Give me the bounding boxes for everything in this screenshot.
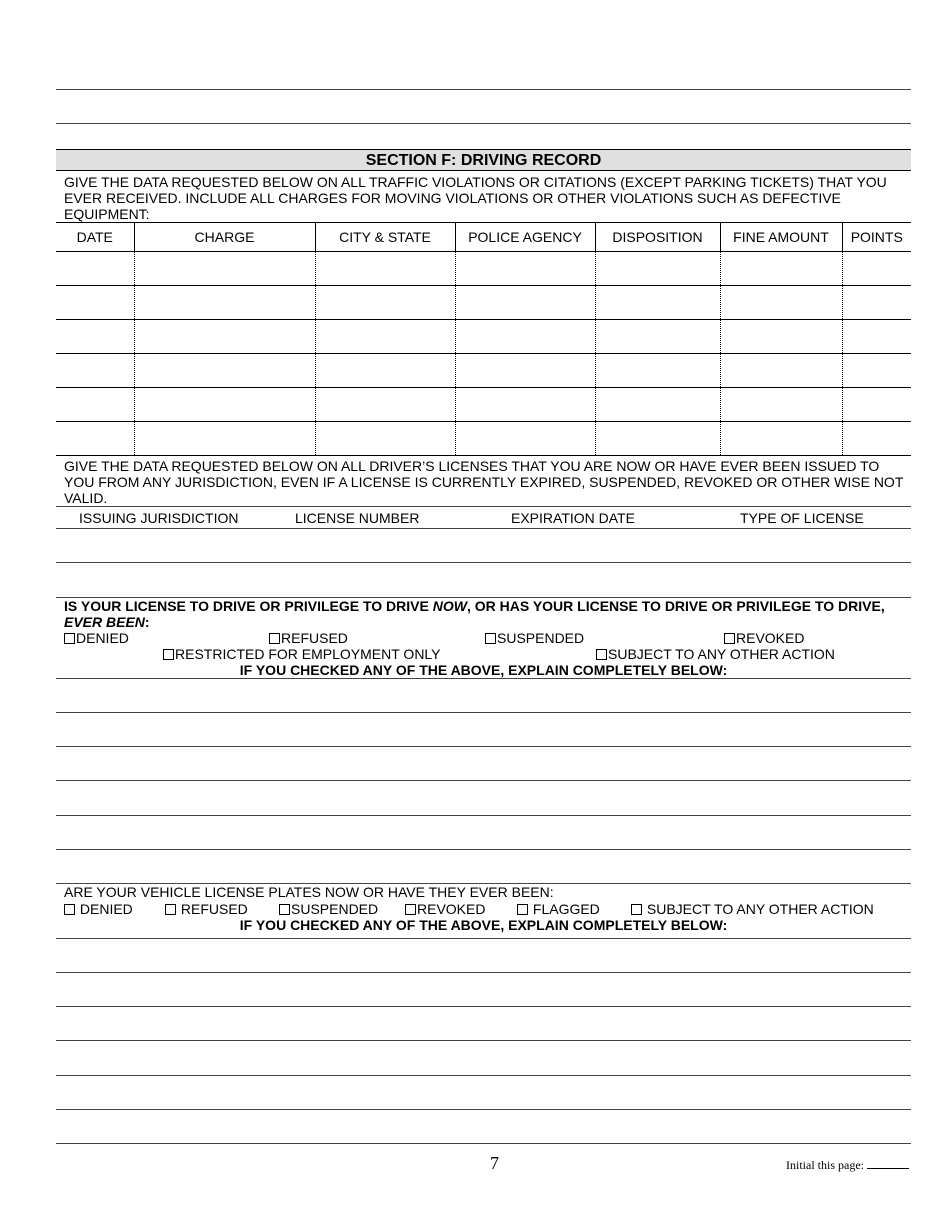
- option-label: REVOKED: [736, 630, 805, 646]
- license-col-number: LICENSE NUMBER: [295, 510, 420, 526]
- column-header: POLICE AGENCY: [455, 223, 595, 252]
- table-cell[interactable]: [56, 320, 134, 354]
- table-cell[interactable]: [595, 286, 720, 320]
- table-cell[interactable]: [720, 252, 842, 286]
- table-cell[interactable]: [134, 320, 315, 354]
- table-cell[interactable]: [595, 354, 720, 388]
- explain-line[interactable]: [56, 780, 911, 781]
- plates-explain-instruction: IF YOU CHECKED ANY OF THE ABOVE, EXPLAIN COMPLETELY BELOW:: [239, 917, 728, 933]
- table-cell[interactable]: [595, 252, 720, 286]
- table-cell[interactable]: [315, 320, 455, 354]
- license-explain-instruction: IF YOU CHECKED ANY OF THE ABOVE, EXPLAIN COMPLETELY BELOW:: [239, 662, 728, 678]
- option-label: SUSPENDED: [291, 901, 379, 917]
- explain-line[interactable]: [56, 712, 911, 713]
- question-text: , OR HAS YOUR LICENSE TO DRIVE OR PRIVILEGE TO DRIVE,: [466, 598, 885, 614]
- table-row: [56, 320, 911, 354]
- question-text: IS YOUR LICENSE TO DRIVE OR PRIVILEGE TO DRIVE: [64, 598, 433, 614]
- table-cell[interactable]: [720, 388, 842, 422]
- column-header: CITY & STATE: [315, 223, 455, 252]
- table-cell[interactable]: [842, 286, 911, 320]
- plates-question: ARE YOUR VEHICLE LICENSE PLATES NOW OR HAVE THEY EVER BEEN:: [64, 884, 554, 900]
- license-col-jurisdiction: ISSUING JURISDICTION: [79, 510, 239, 526]
- question-colon: :: [144, 614, 150, 630]
- table-cell[interactable]: [842, 320, 911, 354]
- checkbox[interactable]: [163, 649, 174, 660]
- table-cell[interactable]: [134, 422, 315, 456]
- table-cell[interactable]: [315, 252, 455, 286]
- table-cell[interactable]: [315, 354, 455, 388]
- explain-line[interactable]: [56, 972, 911, 973]
- checkbox[interactable]: [165, 904, 176, 915]
- table-cell[interactable]: [720, 286, 842, 320]
- initial-blank[interactable]: [867, 1168, 909, 1169]
- table-row: [56, 354, 911, 388]
- table-row: [56, 422, 911, 456]
- violations-table: [56, 222, 911, 456]
- table-cell[interactable]: [455, 422, 595, 456]
- table-cell[interactable]: [56, 286, 134, 320]
- page-number: 7: [490, 1153, 499, 1173]
- license-entry-line[interactable]: [56, 562, 911, 563]
- explain-line[interactable]: [56, 815, 911, 816]
- table-cell[interactable]: [455, 286, 595, 320]
- license-option-other[interactable]: [596, 646, 835, 662]
- checkbox[interactable]: [64, 633, 75, 644]
- violations-instructions: GIVE THE DATA REQUESTED BELOW ON ALL TRAFFIC VIOLATIONS OR CITATIONS (EXCEPT PARKING TICKETS) THAT YOU EVER RECEIVED. INCLUDE ALL CHARGES FOR MOVING VIOLATIONS OR OTHER VIOLATIONS SUCH AS DEFECTIVE EQUIPMENT:: [64, 174, 887, 222]
- plates-option-denied[interactable]: [64, 901, 133, 917]
- initial-field: [786, 1158, 909, 1173]
- plates-option-refused[interactable]: [165, 901, 248, 917]
- explain-line[interactable]: [56, 1143, 911, 1144]
- license-status-question-cont: [64, 614, 150, 630]
- explain-line[interactable]: [56, 1006, 911, 1007]
- checkbox[interactable]: [596, 649, 607, 660]
- column-header: DISPOSITION: [595, 223, 720, 252]
- column-header: FINE AMOUNT: [720, 223, 842, 252]
- checkbox[interactable]: [405, 904, 416, 915]
- explain-line[interactable]: [56, 1040, 911, 1041]
- option-label: FLAGGED: [532, 901, 600, 917]
- checkbox[interactable]: [724, 633, 735, 644]
- license-col-type: TYPE OF LICENSE: [740, 510, 864, 526]
- table-cell[interactable]: [134, 388, 315, 422]
- table-cell[interactable]: [56, 252, 134, 286]
- option-label: RESTRICTED FOR EMPLOYMENT ONLY: [175, 646, 441, 662]
- license-option-refused[interactable]: [269, 630, 348, 646]
- table-cell[interactable]: [455, 320, 595, 354]
- table-cell[interactable]: [595, 422, 720, 456]
- table-cell[interactable]: [455, 354, 595, 388]
- table-row: [56, 286, 911, 320]
- option-label: SUBJECT TO ANY OTHER ACTION: [608, 646, 835, 662]
- table-cell[interactable]: [720, 354, 842, 388]
- plates-option-flagged[interactable]: [517, 901, 600, 917]
- table-cell[interactable]: [134, 286, 315, 320]
- checkbox[interactable]: [485, 633, 496, 644]
- plates-option-revoked[interactable]: [405, 901, 485, 917]
- blank-line: [56, 123, 911, 124]
- explain-line[interactable]: [56, 849, 911, 850]
- table-cell[interactable]: [134, 354, 315, 388]
- explain-line[interactable]: [56, 678, 911, 679]
- plates-option-other[interactable]: [631, 901, 874, 917]
- checkbox[interactable]: [64, 904, 75, 915]
- table-cell[interactable]: [842, 388, 911, 422]
- checkbox[interactable]: [269, 633, 280, 644]
- option-label: REFUSED: [281, 630, 348, 646]
- table-cell[interactable]: [315, 388, 455, 422]
- column-header: CHARGE: [134, 223, 315, 252]
- option-label: REVOKED: [417, 901, 486, 917]
- licenses-instructions: GIVE THE DATA REQUESTED BELOW ON ALL DRIVER’S LICENSES THAT YOU ARE NOW OR HAVE EVER BEEN ISSUED TO YOU FROM ANY JURISDICTION, EVEN IF A LICENSE IS CURRENTLY EXPIRED, SUSPENDED, REVOKED OR OTHER WISE NOT VALID.: [64, 458, 904, 506]
- initial-label: Initial this page:: [786, 1158, 864, 1172]
- license-col-expiration: EXPIRATION DATE: [511, 510, 635, 526]
- plates-option-suspended[interactable]: [279, 901, 378, 917]
- column-header: POINTS: [842, 223, 911, 252]
- section-title: SECTION F: DRIVING RECORD: [56, 149, 911, 171]
- checkbox[interactable]: [279, 904, 290, 915]
- license-option-restricted[interactable]: [163, 646, 441, 662]
- option-label: DENIED: [76, 630, 129, 646]
- question-now: NOW: [432, 598, 467, 614]
- question-ever-been: EVER BEEN: [64, 614, 145, 630]
- table-cell[interactable]: [720, 320, 842, 354]
- table-cell[interactable]: [56, 388, 134, 422]
- checkbox[interactable]: [631, 904, 642, 915]
- table-cell[interactable]: [56, 422, 134, 456]
- option-label: DENIED: [79, 901, 133, 917]
- table-row: [56, 252, 911, 286]
- table-cell[interactable]: [595, 320, 720, 354]
- license-option-suspended[interactable]: [485, 630, 584, 646]
- table-cell[interactable]: [315, 422, 455, 456]
- license-option-denied[interactable]: [64, 630, 129, 646]
- explain-line[interactable]: [56, 1075, 911, 1076]
- table-cell[interactable]: [455, 252, 595, 286]
- blank-line: [56, 89, 911, 90]
- license-option-revoked[interactable]: [724, 630, 804, 646]
- option-label: SUBJECT TO ANY OTHER ACTION: [646, 901, 874, 917]
- table-header-row: [56, 223, 911, 252]
- checkbox[interactable]: [517, 904, 528, 915]
- divider: [56, 506, 911, 507]
- table-cell[interactable]: [842, 252, 911, 286]
- option-label: SUSPENDED: [497, 630, 585, 646]
- table-row: [56, 388, 911, 422]
- table-cell[interactable]: [720, 422, 842, 456]
- explain-line[interactable]: [56, 746, 911, 747]
- column-header: DATE: [56, 223, 134, 252]
- table-cell[interactable]: [595, 388, 720, 422]
- option-label: REFUSED: [180, 901, 248, 917]
- divider: [56, 528, 911, 529]
- table-cell[interactable]: [842, 422, 911, 456]
- table-cell[interactable]: [134, 252, 315, 286]
- table-cell[interactable]: [842, 354, 911, 388]
- explain-line[interactable]: [56, 938, 911, 939]
- license-status-question: [64, 598, 885, 614]
- table-cell[interactable]: [56, 354, 134, 388]
- table-cell[interactable]: [455, 388, 595, 422]
- table-cell[interactable]: [315, 286, 455, 320]
- explain-line[interactable]: [56, 1109, 911, 1110]
